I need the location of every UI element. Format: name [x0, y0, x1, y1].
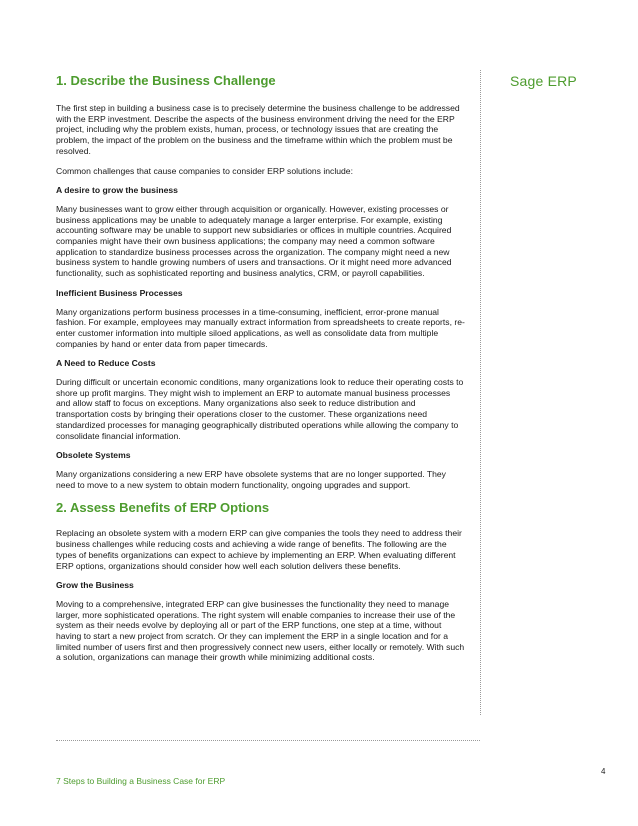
- subheading-grow: A desire to grow the business: [56, 185, 178, 196]
- subheading-grow-business: Grow the Business: [56, 580, 134, 591]
- section-1-common: Common challenges that cause companies to consider ERP solutions include:: [56, 165, 353, 176]
- main-content: [56, 66, 465, 672]
- subheading-obsolete: Obsolete Systems: [56, 450, 131, 461]
- brand-label: Sage ERP: [510, 73, 577, 89]
- paragraph-grow: Many businesses want to grow either through acquisition or organically. However, existing processes or business applications may be unable to adequately manage a larger enterprise. For example, existing accounting software may be unable to support new subsidiaries or offices in multiple countries. Acquired companies might have their own business applications; the company may need a common software application to standardize business processes across the organization. The company might need a new business system to handle growing numbers of users and transactions. Or it might need more advanced functionality, such as sophisticated reporting and business analytics, CRM, or payroll capabilities.: [56, 203, 452, 279]
- section-1-intro: The first step in building a business case is to precisely determine the business challenge to be addressed with the ERP investment. Describe the aspects of the business environment driving the need for the ERP project, including why the problem exists, human, process, or technology issues that are creating the problem, the impact of the problem on the business and the timeframe within which the problem must be resolved.: [56, 103, 460, 156]
- paragraph-grow-business: Moving to a comprehensive, integrated ERP can give businesses the functionality they need to manage larger, more sophisticated operations. The right system will enable companies to increase their use of the system as their needs evolve by deploying all or part of the ERP functions, one step at a time, without having to start a new project from scratch. Or they can implement the ERP in a single location and for a limited number of users first and then progressively connect new users, either locally or remotely. With such a solution, organizations can manage their growth while minimizing additional costs.: [56, 598, 465, 663]
- sidebar-divider: [480, 70, 481, 715]
- page-number: 4: [601, 767, 606, 776]
- subheading-inefficient: Inefficient Business Processes: [56, 287, 183, 298]
- section-2-heading: 2. Assess Benefits of ERP Options: [56, 500, 270, 516]
- section-2-intro: Replacing an obsolete system with a modern ERP can give companies the tools they need to address their business challenges while reducing costs and achieving a wide range of benefits. The following are the types of benefits organizations can expect to achieve by implementing an ERP. When evaluating different ERP options, organizations should consider how well each solution delivers these benefits.: [56, 528, 462, 571]
- paragraph-obsolete: Many organizations considering a new ERP have obsolete systems that are no longer supported. They need to move to a new system to obtain modern functionality, ongoing upgrades and support.: [56, 468, 446, 490]
- subheading-costs: A Need to Reduce Costs: [56, 358, 156, 369]
- section-1-heading: 1. Describe the Business Challenge: [56, 73, 276, 88]
- paragraph-costs: During difficult or uncertain economic conditions, many organizations look to reduce their operating costs to shore up profit margins. They might wish to implement an ERP to automate manual business processes and allow staff to focus on exceptions. Many organizations also seek to reduce distribution and transportation costs by bringing their operations closer to the customer. These organizations need standardized processes for managing geographically distributed operations while allowing the company to consolidate financial information.: [56, 377, 464, 441]
- paragraph-inefficient: Many organizations perform business processes in a time-consuming, inefficient, error-prone manual fashion. For example, employees may manually extract information from spreadsheets to create reports, re-enter customer information into multiple siloed applications, as well as consolidate data from multiple companies by hand or enter data from paper timecards.: [56, 306, 465, 349]
- bottom-divider: [56, 740, 480, 741]
- footer-title: 7 Steps to Building a Business Case for ERP: [56, 776, 226, 786]
